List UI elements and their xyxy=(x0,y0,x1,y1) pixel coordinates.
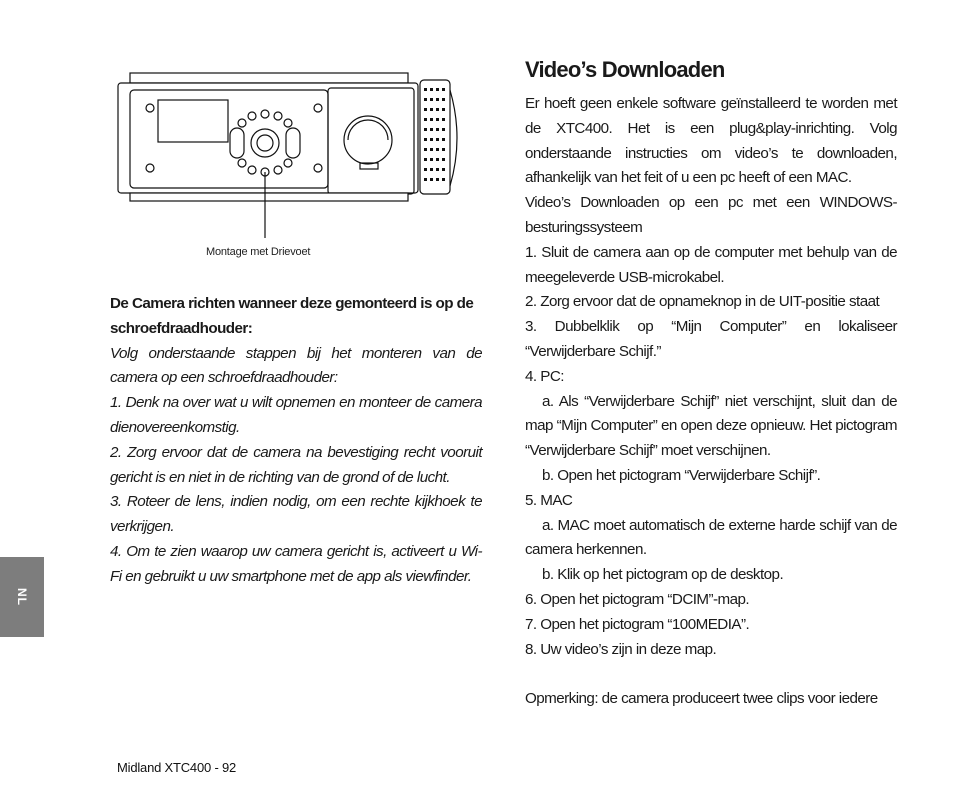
step-5a: a. MAC moet automatisch de externe harde schijf van de camera herkennen. xyxy=(525,516,897,559)
step-7: 7. Open het pictogram “100MEDIA”. xyxy=(525,615,750,633)
camera-tripod-mount-figure xyxy=(110,68,480,268)
windows-heading: Video’s Downloaden op een pc met een WINDOWS-besturingssysteem xyxy=(525,194,897,236)
note: Opmerking: de camera produceert twee clips voor iedere xyxy=(525,690,878,708)
language-tab xyxy=(0,557,44,637)
page-footer: Midland XTC400 - 92 xyxy=(117,760,237,775)
step-5: 5. MAC xyxy=(525,491,573,509)
step-8: 8. Uw video’s zijn in deze map. xyxy=(525,640,717,658)
step-3: 3. Dubbelklik op “Mijn Computer” en lokaliseer “Verwijderbare Schijf.” xyxy=(525,318,897,360)
step-4a: a. Als “Verwijderbare Schijf” niet verschijnt, sluit dan de map “Mijn Computer” en open deze opnieuw. Het pictogram “Verwijderbare Schijf” moet verschijnen. xyxy=(525,392,897,460)
page-title: Video’s Downloaden xyxy=(525,57,725,82)
step-4b: b. Open het pictogram “Verwijderbare Schijf”. xyxy=(542,466,821,484)
paragraph: 1. Denk na over wat u wilt opnemen en monteer de camera dienovereenkomstig. xyxy=(110,394,482,436)
paragraph: 2. Zorg ervoor dat de camera na bevestiging recht vooruit gericht is en niet in de richting van de grond of de lucht. xyxy=(110,443,482,486)
right-column xyxy=(525,56,897,712)
language-tab-label: NL xyxy=(15,588,29,606)
figure-caption: Montage met Drievoet xyxy=(206,246,311,258)
step-2: 2. Zorg ervoor dat de opnameknop in de UIT-positie staat xyxy=(525,293,880,311)
paragraph: Volg onderstaande stappen bij het monteren van de camera op een schroefdraadhouder: xyxy=(110,344,482,387)
section-heading: De Camera richten wanneer deze gemonteerd is op de schroefdraadhouder: xyxy=(110,295,474,337)
paragraph: 3. Roteer de lens, indien nodig, om een rechte kijkhoek te verkrijgen. xyxy=(110,493,482,536)
camera-bottom-view-drawing xyxy=(110,68,480,268)
step-6: 6. Open het pictogram “DCIM”-map. xyxy=(525,590,750,608)
intro-paragraph: Er hoeft geen enkele software geïnstalleerd te worden met de XTC400. Het is een plug&play-inrichting. Volg onderstaande instructies om video’s te downloaden, afhankelijk van het feit of u een pc heeft of een MAC. xyxy=(525,95,897,187)
step-4: 4. PC: xyxy=(525,367,564,385)
paragraph: 4. Om te zien waarop uw camera gericht is, activeert u Wi-Fi en gebruikt u uw smartphone met de app als viewfinder. xyxy=(110,542,482,585)
spacer xyxy=(525,662,897,687)
step-1: 1. Sluit de camera aan op de computer met behulp van de meegeleverde USB-microkabel. xyxy=(525,243,897,286)
left-column xyxy=(110,292,482,590)
step-5b: b. Klik op het pictogram op de desktop. xyxy=(542,566,784,584)
